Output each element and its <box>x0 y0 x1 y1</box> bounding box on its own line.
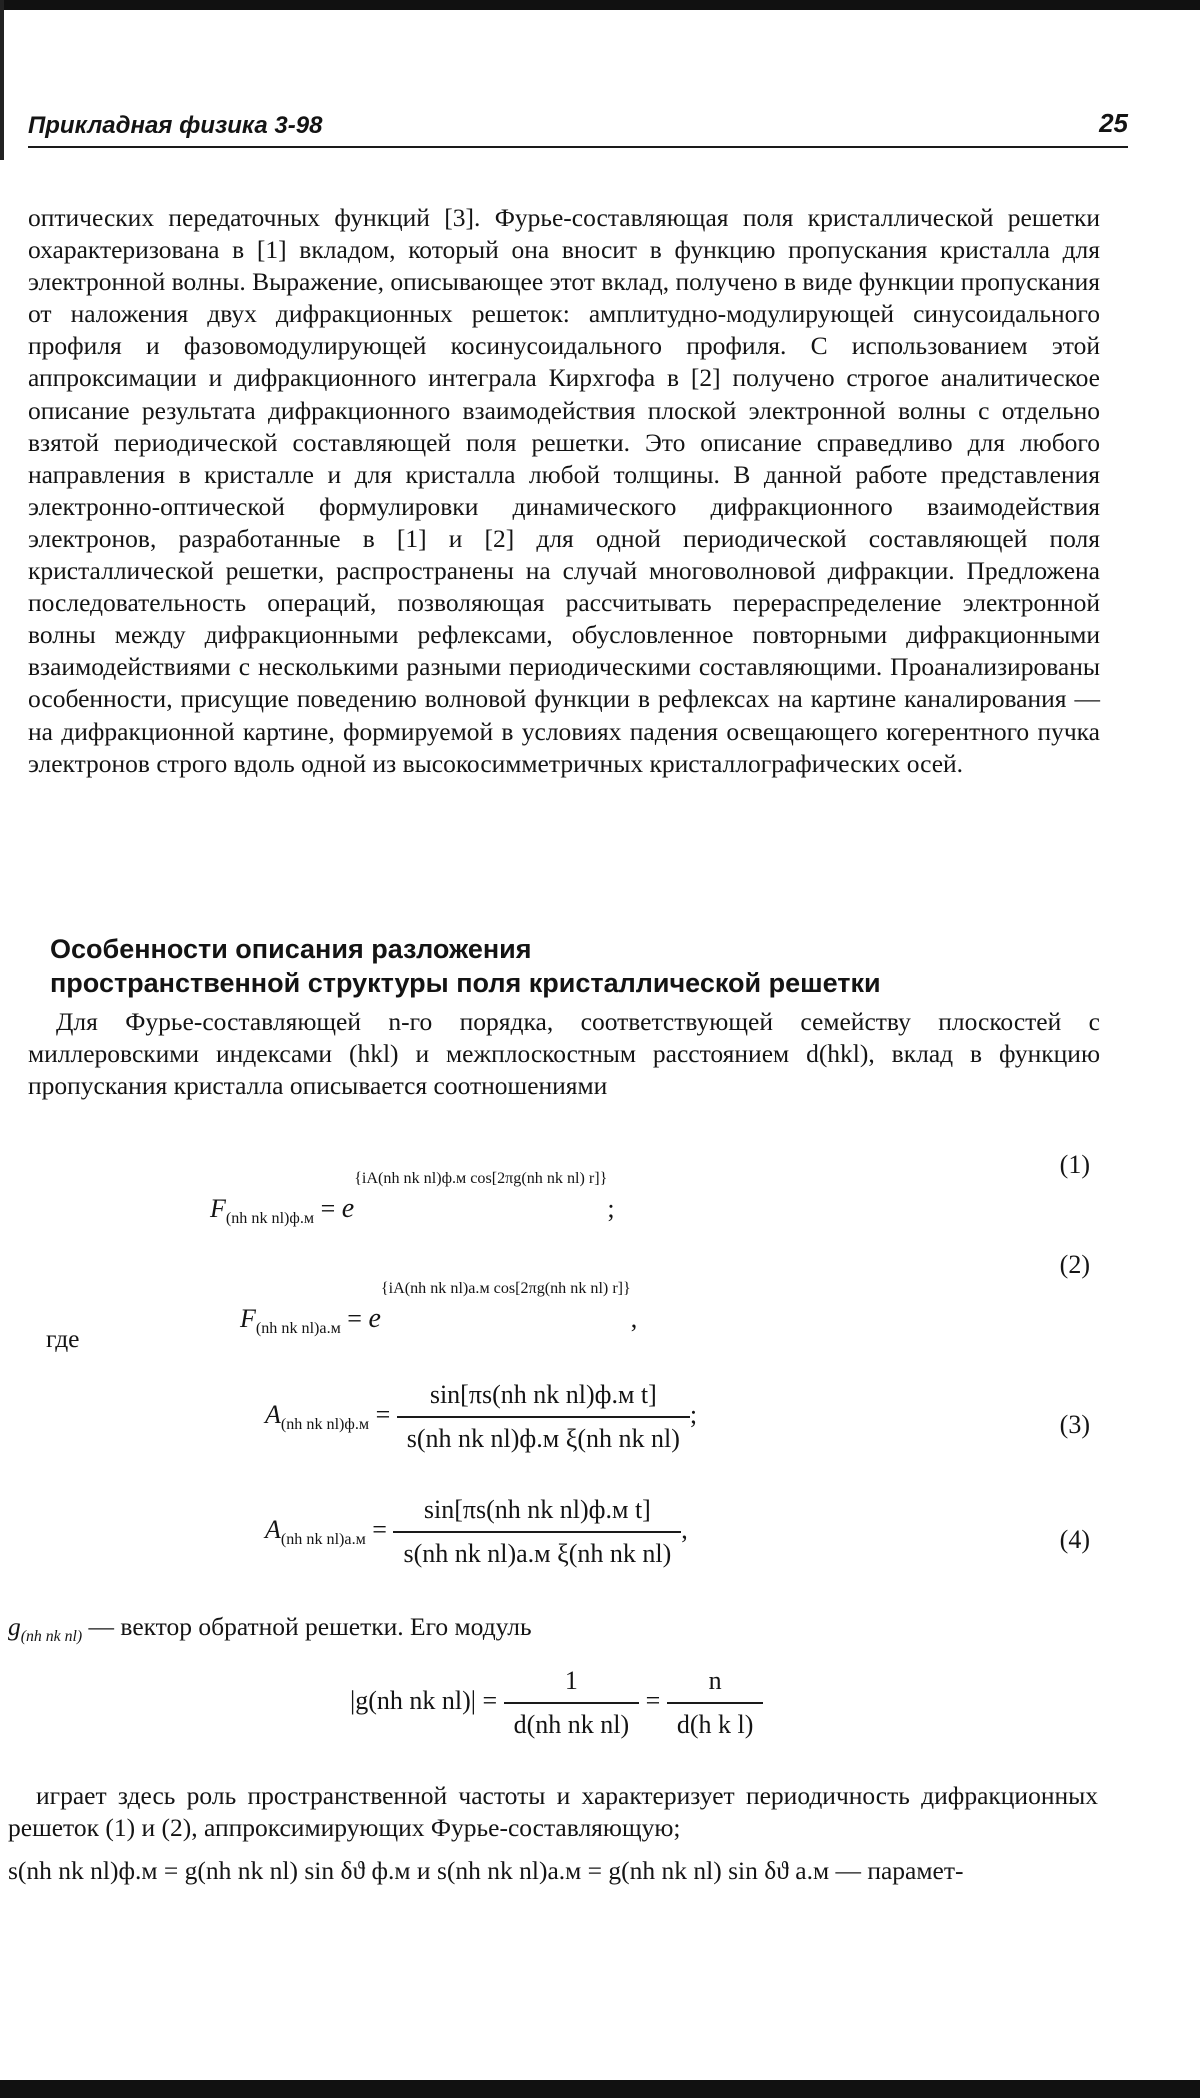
eq1-lhs-main: F <box>210 1194 226 1223</box>
eq2-base-e: e <box>368 1303 381 1334</box>
modulus-fraction-2 <box>667 1666 764 1740</box>
modulus-num-1: 1 <box>504 1666 640 1704</box>
eq1-trailing: ; <box>607 1194 615 1223</box>
eq3-lhs-main: A <box>265 1399 281 1429</box>
equation-1: $F_{(nh nk nl)ф.м} = e\{iA(nh$ nk nl)ф.м cos[2πg(nh nk nl) r]}; (1) <box>210 1150 1090 1228</box>
eq2-lhs-sub: (nh nk nl)а.м <box>255 1320 341 1338</box>
scan-edge-left <box>0 0 4 160</box>
modulus-num-2: n <box>667 1666 764 1704</box>
eq3-number: (3) <box>1059 1410 1090 1439</box>
param-s-am: s(nh nk nl)а.м = g(nh nk nl) sin δϑ а.м <box>436 1856 830 1885</box>
eq1-lhs-sub: (nh nk nl)ф.м <box>225 1210 315 1228</box>
scan-edge-bottom <box>0 2080 1200 2098</box>
reciprocal-vector-line <box>8 1612 532 1646</box>
eq3-fraction <box>397 1380 690 1454</box>
eq4-lhs-sub: (nh nk nl)а.м <box>280 1531 366 1549</box>
modulus-equation: |g(nh nk nl)| = $\frac{1}{\text{d(nh nk nl)}}$ = $\frac{n}{\text{d(h k l)}}$ <box>350 1666 763 1740</box>
param-s-fm: s(nh nk nl)ф.м = g(nh nk nl) sin δϑ ф.м <box>8 1856 411 1885</box>
eq2-trailing: , <box>630 1304 638 1333</box>
journal-title: Прикладная физика 3-98 <box>28 112 323 139</box>
eq2-number: (2) <box>1059 1250 1090 1279</box>
eq4-denominator: s(nh nk nl)а.м ξ(nh nk nl) <box>403 1539 672 1568</box>
page-header <box>28 108 1128 148</box>
equation-2: $F_{(nh nk nl)а.м} = e\{iA(nh$ nk nl)а.м cos[2πg(nh nk nl) r]}, (2) <box>240 1250 1090 1338</box>
section-heading-line-2: пространственной структуры поля кристаллической решетки <box>50 968 881 998</box>
modulus-fraction-1 <box>504 1666 640 1740</box>
eq4-number: (4) <box>1059 1525 1090 1554</box>
modulus-den-1: d(nh nk nl) <box>513 1710 630 1739</box>
eq3-trailing: ; <box>689 1399 698 1429</box>
g-subscript: (nh nk nl) <box>20 1628 83 1646</box>
section-heading <box>50 932 1110 1000</box>
param-tail: — парамет- <box>835 1856 964 1885</box>
eq4-numerator: sin[πs(nh nk nl)ф.м t] <box>393 1495 681 1533</box>
modulus-den-2: d(h k l) <box>676 1710 754 1739</box>
g-symbol: g <box>8 1612 21 1641</box>
eq1-number: (1) <box>1059 1150 1090 1179</box>
equation-4: $A_{(nh nk nl)а.м}$ = $\frac{\text{sin[πs(nh nk nl)ф.м t]}}{\text{s(nh nk nl)а.м ξ(nh nk nl)}}$ , (4) <box>265 1495 1090 1568</box>
eq1-exponent: {iA(nh nk nl)ф.м cos[2πg(nh nk nl) r]} <box>354 1170 608 1187</box>
paragraph-fourier: Для Фурье-составляющей n-го порядка, соответствующей семейству плоскостей с миллеровскими индексами (hkl) и межплоскостным расстоянием d(hkl), вклад в функцию пропускания кристалла описывается соотношениями <box>28 1007 1100 1101</box>
paragraph-frequency: играет здесь роль пространственной частоты и характеризует периодичность дифракционных решеток (1) и (2), аппроксимирующих Фурье-составляющую; <box>8 1781 1098 1843</box>
eq1-base-e: e <box>341 1193 355 1224</box>
eq2-exponent: {iA(nh nk nl)а.м cos[2πg(nh nk nl) r]} <box>380 1280 631 1297</box>
eq3-numerator: sin[πs(nh nk nl)ф.м t] <box>397 1380 690 1418</box>
eq3-lhs-sub: (nh nk nl)ф.м <box>280 1416 370 1434</box>
eq2-lhs-main: F <box>240 1304 256 1333</box>
parameter-line <box>8 1856 963 1886</box>
eq4-lhs-main: A <box>265 1514 281 1544</box>
paragraph-intro: оптических передаточных функций [3]. Фурье-составляющая поля кристаллической решетки охарактеризована в [1] вкладом, который она вносит в функцию пропускания кристалла для электронной волны. Выражение, описывающее этот вклад, получено в виде функции пропускания от наложения двух дифракционных решеток: амплитудно-модулирующей синусоидального профиля и фазовомодулирующей косинусоидального профиля. С использованием этой аппроксимации и дифракционного интеграла Кирхгофа в [2] получено строгое аналитическое описание результата дифракционного взаимодействия плоской электронной волны с отдельно взятой периодической составляющей поля решетки. Это описание справедливо для любого направления в кристалле и для кристалла любой толщины. В данной работе представления электронно-оптической формулировки динамического дифракционного взаимодействия электронов, разработанные в [1] и [2] для одной периодической составляющей поля кристаллической решетки, распространены на случай многоволновой дифракции. Предложена последовательность операций, позволяющая рассчитывать перераспределение электронной волны между дифракционными рефлексами, обусловленное повторными дифракционными взаимодействиями с несколькими разными периодическими составляющими. Проанализированы особенности, присущие поведению волновой функции в рефлексах на картине каналирования — на дифракционной картине, формируемой в условиях падения освещающего когерентного пучка электронов строго вдоль одной из высокосимметричных кристаллографических осей. <box>28 203 1100 778</box>
scan-edge-top <box>0 0 1200 10</box>
section-heading-line-1: Особенности описания разложения <box>50 934 532 964</box>
page-number: 25 <box>1099 108 1128 138</box>
param-and: и <box>416 1856 431 1885</box>
g-line-text: — вектор обратной решетки. Его модуль <box>88 1612 532 1641</box>
eq4-trailing: , <box>681 1514 688 1544</box>
equation-3: $A_{(nh nk nl)ф.м}$ = $\frac{\text{sin[πs(nh nk nl)ф.м t]}}{\text{s(nh nk nl)ф.м ξ(nh nk nl)}}$ ; (3) <box>265 1380 1090 1453</box>
eq3-denominator: s(nh nk nl)ф.м ξ(nh nk nl) <box>406 1424 680 1453</box>
eq4-fraction <box>393 1495 681 1569</box>
where-label: где <box>46 1324 80 1353</box>
modulus-lhs: |g(nh nk nl)| <box>350 1685 476 1715</box>
